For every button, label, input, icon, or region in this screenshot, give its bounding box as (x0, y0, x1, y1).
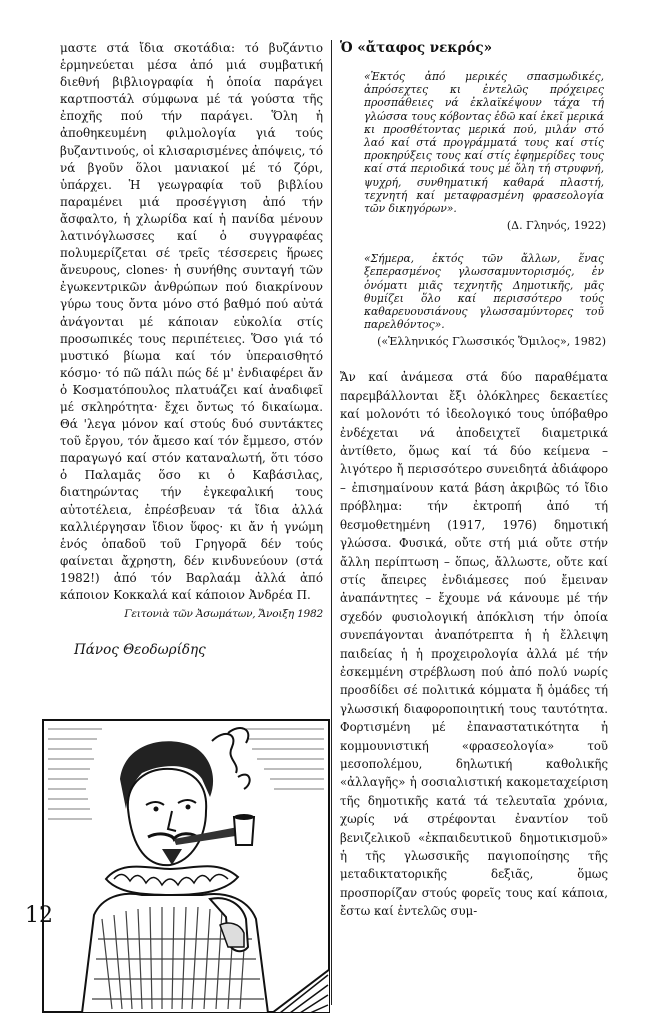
right-paragraph: Ἄν καί ἀνάμεσα στά δύο παραθέματα παρεμβάλλονται ἔξι ὁλόκληρες δεκαετίες καί μολονότι τό ἰδεολογικό τους ὑπόβαθρο ἐνδέχεται νά ἀποδειχτεῖ διαμετρικά ἀντίθετο, ὅμως καί τά δύο κείμενα – λιγότερο ἤ περισσότερο συνειδητά ἀδιάφορο – ἐπισημαίνουν κατά βάση ἀκριβῶς τό ἴδιο πρόβλημα: τήν ἐκτροπή ἀπό τή θεσμοθετημένη (1917, 1976) δημοτική γλώσσα. Φυσικά, οὔτε στή μιά οὔτε στήν ἄλλη περίπτωση – ὅπως, ἄλλωστε, οὔτε καί στίς ἄπειρες ἐνδιάμεσες πού ἔμειναν ἀναπάντητες – ἔχουμε νά κάνουμε μέ τήν σχεδόν φυσιολογική ἀπόκλιση τήν ὁποία συνεπάγονται ἀναπότρεπτα ἡ ἡ ἔλλειψη παιδείας ἡ ἡ προχειρολογία ἀλλά μέ τήν ἐσκεμμένη στρέβλωση πού ἀπό πολύ νωρίς προσδίδει σέ πολιτικά κόμματα ἤ ὁμάδες τή γλωσσική διαφοροποιητική τους ταυτότητα. Φορτισμένη μέ ἐπαναστατικότητα ἡ κομμουνιστική «φρασεολογία» τοῦ μεσοπολέμου, δηλωτική καθολικῆς «ἀλλαγῆς» ἡ σοσιαλιστική κακομεταχείριση τῆς δημοτικῆς κατά τά τελευταῖα χρόνια, χωρίς νά στρέφονται ἐναντίον τοῦ βενιζελικοῦ «ἐκπαιδευτικοῦ δημοτικισμοῦ» ἡ τῆς γλωσσικῆς παγιοποίησης τῆς μεταδικτατορικῆς δεξιᾶς, ὅμως προσπορίζαν στούς φορεῖς τους καί κάποια, ἔστω καί ἐντελῶς συμ- (340, 370, 608, 919)
source-citation: Γειτονιὰ τῶν Ἀσωμάτων, Ἄνοιξη 1982 (124, 608, 323, 621)
quote-glinos: «Ἐκτός ἀπό μερικές σπασμωδικές, ἀπρόσεχτες κι ἐντελῶς πρόχειρες προσπάθειες νά ἐκλαϊκέψουν τάχα τή γλώσσα τους κόβοντας ἐδῶ καί ἐκεῖ μερικά κι προσθέτοντας μερικά πού, μιλάν στό λαό καί στά προγράμματά τους καί στίς προκηρύξεις τους καί στίς ἐφημερίδες τους καί στά περιοδικά τους μέ ὅλη τή στρυφνή, ψυχρή, συνθηματική καθαρά πλαστή, τεχνητή καί μεταφρασμένη φρασεολογία τῶν δικηγόρων». (364, 70, 604, 216)
engraving-man-smoking-pipe-icon (42, 719, 330, 1013)
quote-omilos-source: («Ἑλληνικός Γλωσσικός Ὅμιλος», 1982) (377, 335, 606, 349)
author-name: Πάνος Θεοδωρίδης (74, 642, 206, 659)
quote-glinos-source: (Δ. Γληνός, 1922) (506, 219, 606, 233)
right-column (340, 40, 608, 921)
section-title: Ὁ «ἄταφος νεκρός» (340, 40, 493, 56)
quote-omilos: «Σήμερα, ἐκτός τῶν ἄλλων, ἕνας ξεπερασμένος γλωσσαμυντορισμός, ἐν ὀνόματι μιᾶς τεχνητῆς Δημοτικῆς, μᾶς θυμίζει ὅλο καί περισσότερο τούς καθαρευουσιάνους γλωσσαμύντορες τοῦ παρελθόντος». (364, 252, 604, 332)
column-divider (331, 40, 332, 1005)
left-column (60, 40, 323, 658)
page-number: 12 (25, 903, 53, 928)
left-paragraph: μαστε στά ἴδια σκοτάδια: τό βυζάντιο ἑρμηνεύεται μέσα ἀπό μιά συμβατική διεθνή βιβλιογραφία ἡ ὁποία παράγει καρτποστάλ σύμφωνα μέ τά γούστα τῆς ἐποχῆς πού τήν παράγει. Ὅλη ἡ ἀποθηκευμένη φιλμολογία γιά τούς βυζαντινούς, οἱ κλισαρισμένες ἀπόψεις, τό νά βγοῦν ὅλοι μανιακοί μέ τό ζόρι, ὑπάρχει. Ἡ γεωγραφία τοῦ βιβλίου παραμένει μιά προσέγγιση ἀπό τήν ἄσφαλτο, ἡ χλωρίδα καί ἡ πανίδα μένουν λατινόγλωσσες καί ὁ συγγραφέας πολυμερίζεται σέ τρεῖς τέσσερεις ἥρωες ἄνευρους, clones· ἡ συνήθης συνταγή τῶν ἐγωκεντρικῶν ἀνθρώπων πού διακρίνουν γύρω τους ὄντα μόνο στό βαθμό πού αὐτά ἀνάγονται μέ κάποιαν εὐκολία στίς προσωπικές τους περιπέτειες. Ὅσο γιά τό μυστικό βίωμα καί τόν ὑπεραισθητό κόσμο· τό πῶ πάλι πώς δέ μ' ἐνδιαφέρει ἄν ὁ Κοσματόπουλος πλατυάζει καί ἀναδιφεῖ μέ σκληρότητα· ἔχει ὄντως τό δικαίωμα. Θά 'λεγα μόνον καί στούς δυό συντάκτες τοῦ ἔργου, τόν ἄμεσο καί τόν ἔμμεσο, στόν παραγωγό καί στόν καταναλωτή, ὅτι τόσο ὁ Παλαμᾶς ὅσο κι ὁ Καβάσιλας, διατηρώντας τήν ἐγκεφαλική τους αὐτοτέλεια, ἐπρέσβευαν τά ἴδια ἀλλά καλλιέργησαν ἴδιον ὕφος· κι ἄν ἡ γνώμη ἑνός ὁπαδοῦ τοῦ Γρηγορᾶ δέν τούς φαίνεται ἄχρηστη, δέν κινδυνεύουν (στά 1982!) ἀπό τόν Βαρλαάμ ἀλλά ἀπό κάποιον Κοκκαλά καί κάποιον Ἀνδρέα Π. (60, 41, 323, 602)
